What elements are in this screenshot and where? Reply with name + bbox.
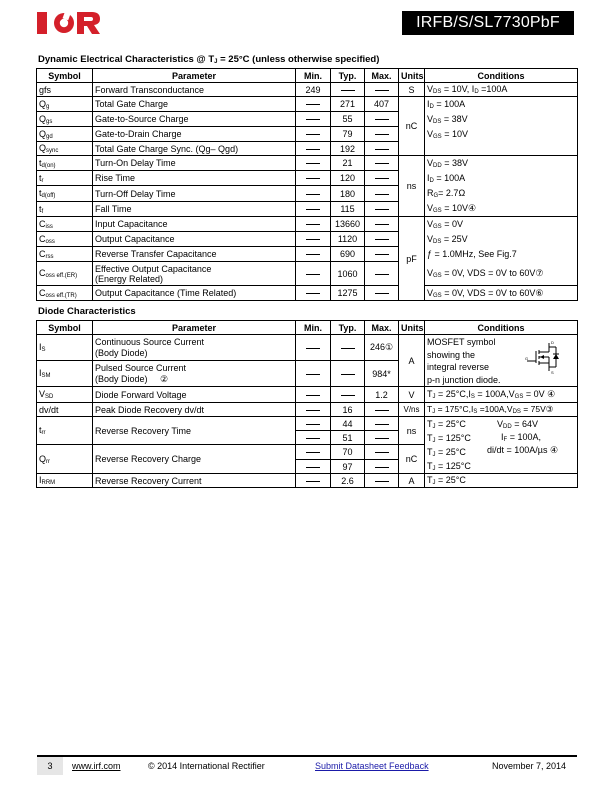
parameter-cell: Continuous Source Current (Body Diode) [93, 335, 296, 361]
typ-cell [331, 361, 365, 387]
dynamic-title-rest: = 25°C (unless otherwise specified) [217, 54, 380, 65]
parameter-cell: Pulsed Source Current (Body Diode) ② [93, 361, 296, 387]
table-row [37, 335, 578, 361]
condition-cell: $V_{GS}$ = 10V④ [425, 202, 578, 217]
typ-cell: 55 [331, 112, 365, 127]
table-row [37, 186, 578, 202]
symbol-cell: $t_{rr}$ [37, 417, 93, 445]
dynamic-title-sub: J [214, 59, 218, 65]
part-number-banner: IRFB/S/SL7730PbF [402, 11, 574, 35]
diode-section-title: Diode Characteristics [38, 306, 136, 317]
typ-cell: 97 [331, 460, 365, 474]
dynamic-title-text: Dynamic Electrical Characteristics @ T [38, 54, 215, 65]
min-cell [296, 445, 331, 460]
max-cell [365, 142, 399, 156]
typ-cell: 180 [331, 186, 365, 202]
col-header: Parameter [93, 69, 296, 83]
typ-cell: 2.6 [331, 474, 365, 488]
max-cell: 246① [365, 335, 399, 361]
svg-text:D: D [551, 340, 554, 345]
min-cell [296, 431, 331, 445]
table-row [37, 83, 578, 97]
svg-text:G: G [525, 356, 529, 361]
max-cell [365, 417, 399, 431]
unit-cell: V [399, 387, 425, 403]
min-cell [296, 335, 331, 361]
dynamic-section-title [38, 54, 379, 65]
table-row [37, 127, 578, 142]
didt-condition: di/dt = 100A/µs ④ [487, 445, 559, 455]
typ-cell: 192 [331, 142, 365, 156]
max-cell [365, 112, 399, 127]
dynamic-header-row [37, 69, 578, 83]
min-cell [296, 474, 331, 488]
unit-cell: ns [399, 417, 425, 445]
table-row [37, 142, 578, 156]
max-cell [365, 445, 399, 460]
parameter-cell: Total Gate Charge Sync. (Qg– Qgd) [93, 142, 296, 156]
unit-cell: pF [399, 217, 425, 301]
condition-cell: ƒ = 1.0MHz, See Fig.7 [425, 247, 578, 262]
min-cell [296, 403, 331, 417]
mosfet-condition-cell: MOSFET symbol showing the integral reverse p-n junction diode. [425, 335, 578, 387]
typ-cell [331, 387, 365, 403]
typ-cell [331, 83, 365, 97]
parameter-cell: Gate-to-Source Charge [93, 112, 296, 127]
col-header: Symbol [37, 321, 93, 335]
min-cell: 249 [296, 83, 331, 97]
col-header: Conditions [425, 321, 578, 335]
table-row [37, 286, 578, 301]
condition-cell: $V_{DS} = 10V$, $I_D =100A$ [425, 83, 578, 97]
symbol-cell: $Q_{sync}$ [37, 142, 93, 156]
max-cell [365, 217, 399, 232]
diode-header-row [37, 321, 578, 335]
min-cell [296, 97, 331, 112]
table-row [37, 202, 578, 217]
typ-cell [331, 335, 365, 361]
condition-cell: $T_J = 175^\circ C,I_S =100A,V_{DS}$ = 75V③ [425, 403, 578, 417]
symbol-cell: $I_{SM}$ [37, 361, 93, 387]
max-cell: 984* [365, 361, 399, 387]
table-row [37, 403, 578, 417]
max-cell [365, 156, 399, 171]
condition-cell: $V_{GS} = 0V$, VDS = 0V to 60V⑦ [425, 262, 578, 286]
typ-cell: 21 [331, 156, 365, 171]
typ-cell: 115 [331, 202, 365, 217]
col-header: Symbol [37, 69, 93, 83]
max-cell [365, 83, 399, 97]
symbol-cell: $t_{d(off)}$ [37, 186, 93, 202]
table-row [37, 387, 578, 403]
min-cell [296, 361, 331, 387]
parameter-cell: Effective Output Capacitance (Energy Related) [93, 262, 296, 286]
condition-cell: $T_J = 25^\circ C$ [425, 474, 578, 488]
footer-rule [37, 755, 577, 757]
col-header: Max. [365, 69, 399, 83]
min-cell [296, 112, 331, 127]
parameter-cell: Diode Forward Voltage [93, 387, 296, 403]
symbol-cell: $t_{d(on)}$ [37, 156, 93, 171]
parameter-cell: Turn-On Delay Time [93, 156, 296, 171]
max-cell [365, 127, 399, 142]
typ-cell: 1120 [331, 232, 365, 247]
dynamic-table [36, 68, 578, 301]
typ-cell: 1060 [331, 262, 365, 286]
table-row [37, 217, 578, 232]
parameter-cell: Reverse Recovery Current [93, 474, 296, 488]
submit-feedback-link[interactable]: Submit Datasheet Feedback [315, 761, 429, 771]
condition-cell: $V_{GS} = 0V$ [425, 217, 578, 232]
typ-cell: 16 [331, 403, 365, 417]
min-cell [296, 202, 331, 217]
table-row [37, 417, 578, 431]
parameter-cell: Output Capacitance [93, 232, 296, 247]
col-header: Units [399, 69, 425, 83]
max-cell [365, 262, 399, 286]
min-cell [296, 171, 331, 186]
page-number: 3 [37, 757, 63, 775]
ir-logo [37, 11, 101, 35]
symbol-cell: $t_r$ [37, 171, 93, 186]
table-row [37, 247, 578, 262]
col-header: Parameter [93, 321, 296, 335]
typ-cell: 690 [331, 247, 365, 262]
symbol-cell: $t_f$ [37, 202, 93, 217]
min-cell [296, 232, 331, 247]
unit-cell: nC [399, 445, 425, 474]
parameter-cell: Peak Diode Recovery dv/dt [93, 403, 296, 417]
max-cell [365, 232, 399, 247]
min-cell [296, 262, 331, 286]
col-header: Min. [296, 69, 331, 83]
recovery-condition-cell: $T_J = 25^\circ C$ $T_J = 125^\circ C$ $T_J = 25^\circ C$ $T_J = 125^\circ C$ $V_{DD} = 64V$ $I_F = 100A$, di/dt = 100A/µs ④ [425, 417, 578, 474]
condition-cell: $V_{GS} = 10V$ [425, 127, 578, 142]
table-row [37, 232, 578, 247]
diode-table [36, 320, 578, 488]
unit-cell: A [399, 474, 425, 488]
table-row [37, 97, 578, 112]
parameter-cell: Forward Transconductance [93, 83, 296, 97]
min-cell [296, 142, 331, 156]
min-cell [296, 127, 331, 142]
parameter-cell: Input Capacitance [93, 217, 296, 232]
symbol-cell: $Q_g$ [37, 97, 93, 112]
condition-cell: $R_G= 2.7\Omega$ [425, 186, 578, 202]
min-cell [296, 156, 331, 171]
condition-cell: $V_{DS} = 38V$ [425, 112, 578, 127]
max-cell [365, 474, 399, 488]
unit-cell: A [399, 335, 425, 387]
min-cell [296, 217, 331, 232]
symbol-cell: gfs [37, 83, 93, 97]
typ-cell: 120 [331, 171, 365, 186]
symbol-cell: $C_{rss}$ [37, 247, 93, 262]
min-cell [296, 186, 331, 202]
table-row [37, 156, 578, 171]
symbol-cell: $C_{iss}$ [37, 217, 93, 232]
max-cell [365, 286, 399, 301]
typ-cell: 79 [331, 127, 365, 142]
symbol-cell: $Q_{rr}$ [37, 445, 93, 474]
parameter-cell: Rise Time [93, 171, 296, 186]
symbol-cell: $I_S$ [37, 335, 93, 361]
max-cell [365, 431, 399, 445]
parameter-cell: Output Capacitance (Time Related) [93, 286, 296, 301]
max-cell: 407 [365, 97, 399, 112]
symbol-cell: $I_{RRM}$ [37, 474, 93, 488]
condition-cell [425, 142, 578, 156]
max-cell [365, 186, 399, 202]
col-header: Typ. [331, 321, 365, 335]
typ-cell: 1275 [331, 286, 365, 301]
condition-cell: $I_D = 100A$ [425, 171, 578, 186]
table-row [37, 474, 578, 488]
parameter-cell: Fall Time [93, 202, 296, 217]
condition-cell: $V_{DS} = 25V$ [425, 232, 578, 247]
max-cell [365, 247, 399, 262]
col-header: Max. [365, 321, 399, 335]
max-cell [365, 202, 399, 217]
max-cell [365, 403, 399, 417]
typ-cell: 51 [331, 431, 365, 445]
unit-cell: nC [399, 97, 425, 156]
condition-cell: $I_D = 100A$ [425, 97, 578, 112]
mosfet-symbol-icon [525, 339, 561, 375]
svg-text:S: S [551, 370, 554, 375]
min-cell [296, 286, 331, 301]
symbol-cell: $Q_{gd}$ [37, 127, 93, 142]
symbol-cell: $C_{oss eff.(ER)}$ [37, 262, 93, 286]
symbol-cell: $Q_{gs}$ [37, 112, 93, 127]
table-row [37, 112, 578, 127]
condition-cell: $V_{DD} = 38V$ [425, 156, 578, 171]
parameter-cell: Turn-Off Delay Time [93, 186, 296, 202]
publish-date: November 7, 2014 [492, 761, 567, 771]
max-cell [365, 460, 399, 474]
unit-cell: S [399, 83, 425, 97]
col-header: Typ. [331, 69, 365, 83]
col-header: Min. [296, 321, 331, 335]
unit-cell: ns [399, 156, 425, 217]
col-header: Units [399, 321, 425, 335]
symbol-cell: $C_{oss}$ [37, 232, 93, 247]
typ-cell: 70 [331, 445, 365, 460]
parameter-cell: Reverse Transfer Capacitance [93, 247, 296, 262]
max-cell: 1.2 [365, 387, 399, 403]
symbol-cell: $V_{SD}$ [37, 387, 93, 403]
unit-cell: V/ns [399, 403, 425, 417]
condition-cell: $T_J = 25^\circ C,I_S = 100A,V_{GS} = 0V$ ④ [425, 387, 578, 403]
typ-cell: 271 [331, 97, 365, 112]
col-header: Conditions [425, 69, 578, 83]
parameter-cell: Reverse Recovery Charge [93, 445, 296, 474]
parameter-cell: Reverse Recovery Time [93, 417, 296, 445]
typ-cell: 44 [331, 417, 365, 431]
symbol-cell: $C_{oss eff.(TR)}$ [37, 286, 93, 301]
parameter-cell: Total Gate Charge [93, 97, 296, 112]
parameter-cell: Gate-to-Drain Charge [93, 127, 296, 142]
condition-cell: $V_{GS} = 0V$, VDS = 0V to 60V⑥ [425, 286, 578, 301]
table-row [37, 171, 578, 186]
min-cell [296, 247, 331, 262]
table-row [37, 262, 578, 286]
max-cell [365, 171, 399, 186]
symbol-cell: dv/dt [37, 403, 93, 417]
copyright-text: © 2014 International Rectifier [148, 761, 265, 771]
min-cell [296, 460, 331, 474]
min-cell [296, 417, 331, 431]
website-link[interactable]: www.irf.com [72, 761, 121, 771]
min-cell [296, 387, 331, 403]
typ-cell: 13660 [331, 217, 365, 232]
